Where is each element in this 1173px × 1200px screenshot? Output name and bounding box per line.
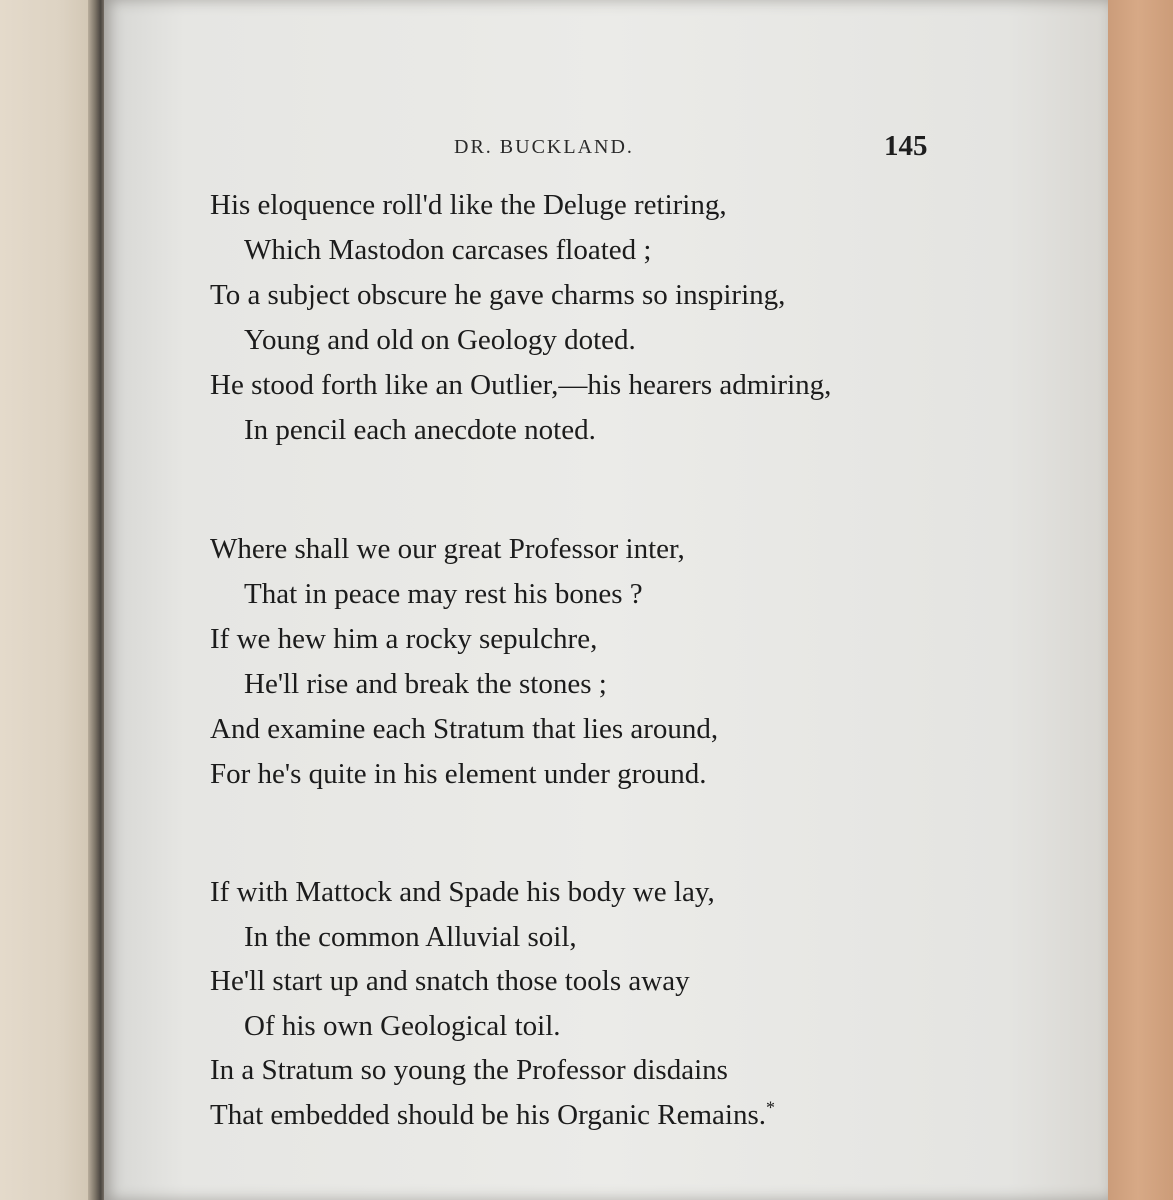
stanza-1	[210, 183, 970, 453]
verse-line: Where shall we our great Professor inter,	[210, 533, 685, 565]
verse-line: He stood forth like an Outlier,—his hearers admiring,	[210, 369, 832, 401]
verse-line: That in peace may rest his bones ?	[244, 578, 643, 610]
verse-line: For he's quite in his element under ground.	[210, 758, 707, 790]
page-number: 145	[884, 130, 928, 162]
verse-line: Of his own Geological toil.	[244, 1009, 561, 1042]
verse-line: He'll start up and snatch those tools away	[210, 965, 690, 997]
stanza-3	[210, 870, 970, 1137]
verse-line-last	[210, 1093, 970, 1138]
facing-page-edge	[0, 0, 100, 1200]
verse-line-text: That embedded should be his Organic Remains.	[210, 1098, 766, 1131]
verse-line: And examine each Stratum that lies around,	[210, 713, 719, 745]
stanza-2	[210, 527, 970, 797]
table-surface	[1103, 0, 1173, 1200]
verse-line: Young and old on Geology doted.	[244, 324, 636, 356]
verse-line: To a subject obscure he gave charms so inspiring,	[210, 279, 786, 311]
footnote-marker: *	[765, 1096, 775, 1117]
verse-line: Which Mastodon carcases floated ;	[244, 234, 652, 266]
page-header	[104, 132, 1108, 162]
verse-line: In the common Alluvial soil,	[244, 920, 577, 953]
verse-line: If with Mattock and Spade his body we lay,	[210, 876, 715, 908]
verse-line: In a Stratum so young the Professor disdains	[210, 1054, 728, 1086]
verse-line: His eloquence roll'd like the Deluge retiring,	[210, 189, 727, 221]
running-head: DR. BUCKLAND.	[454, 136, 634, 158]
verse-line: If we hew him a rocky sepulchre,	[210, 623, 598, 655]
verse-line: He'll rise and break the stones ;	[244, 668, 607, 700]
book-page	[104, 0, 1108, 1200]
verse-line: In pencil each anecdote noted.	[244, 414, 596, 446]
